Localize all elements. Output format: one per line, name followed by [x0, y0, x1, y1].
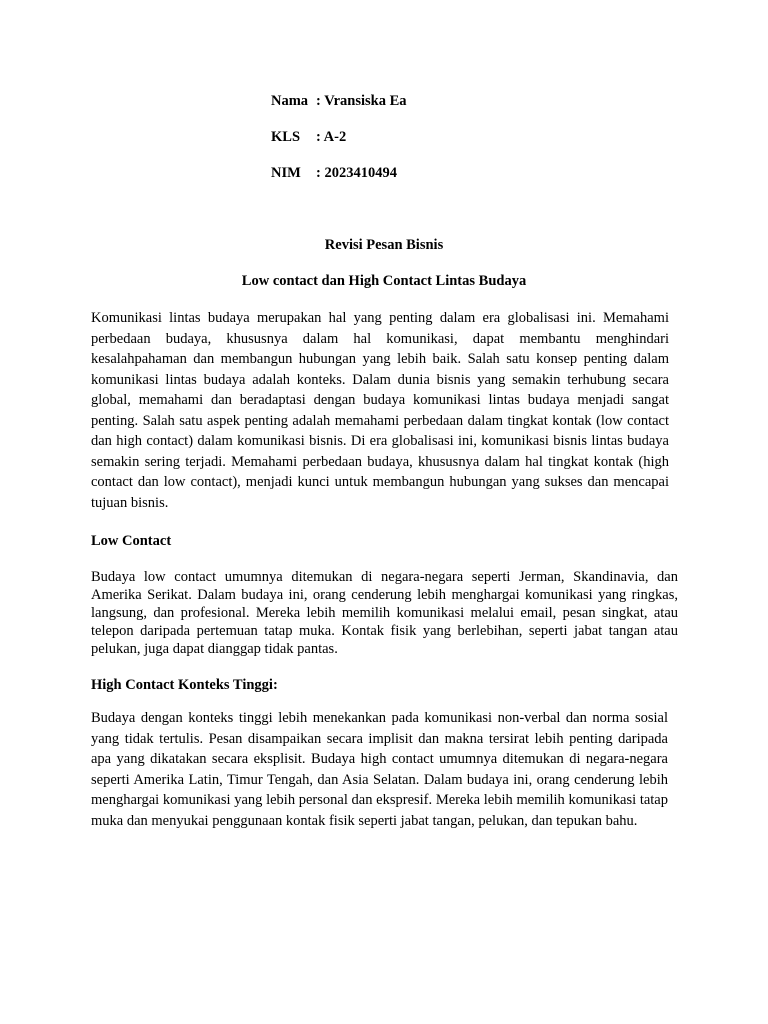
name-label: Nama	[271, 93, 309, 109]
high-contact-heading: High Contact Konteks Tinggi:	[91, 677, 278, 693]
student-identity	[271, 92, 407, 200]
low-contact-paragraph: Budaya low contact umumnya ditemukan di negara-negara seperti Jerman, Skandinavia, dan Amerika Serikat. Dalam budaya ini, orang cenderung lebih menghargai komunikasi yang ringkas, langsung, dan profesional. Mereka lebih memilih komunikasi melalui email, pesan singkat, atau telepon daripada pertemuan tatap muka. Kontak fisik yang berlebihan, seperti jabat tangan atau pelukan, juga dapat dianggap tidak pantas.	[91, 569, 678, 657]
high-contact-paragraph: Budaya dengan konteks tinggi lebih menekankan pada komunikasi non-verbal dan norma sosial yang tidak tertulis. Pesan disampaikan secara implisit dan makna tersirat lebih penting daripada apa yang dikatakan secara eksplisit. Budaya high contact umumnya ditemukan di negara-negara seperti Amerika Latin, Timur Tengah, dan Asia Selatan. Dalam budaya ini, orang cenderung lebih menghargai komunikasi yang lebih personal dan ekspresif. Mereka lebih memilih komunikasi tatap muka dan menyukai penggunaan kontak fisik seperti jabat tangan, pelukan, dan tepukan bahu.	[91, 710, 668, 829]
identity-row-nim	[271, 164, 407, 182]
document-title: Revisi Pesan Bisnis	[324, 237, 444, 253]
class-label: KLS	[271, 129, 301, 145]
name-value: : Vransiska Ea	[316, 93, 407, 109]
identity-row-name	[271, 92, 407, 110]
low-contact-heading: Low Contact	[91, 533, 172, 549]
document-subtitle: Low contact dan High Contact Lintas Budaya	[241, 273, 527, 289]
nim-label: NIM	[271, 165, 301, 181]
nim-value: : 2023410494	[316, 165, 397, 181]
identity-row-class	[271, 128, 407, 146]
intro-paragraph: Komunikasi lintas budaya merupakan hal yang penting dalam era globalisasi ini. Memahami perbedaan budaya, khususnya dalam hal komunikasi, dapat membantu menghindari kesalahpahaman dan membangun hubungan yang lebih baik. Salah satu konsep penting dalam komunikasi lintas budaya adalah konteks. Dalam dunia bisnis yang semakin terhubung secara global, memahami dan beradaptasi dengan budaya komunikasi lintas budaya menjadi sangat penting. Salah satu aspek penting adalah memahami perbedaan dalam tingkat kontak (low contact dan high contact) dalam komunikasi bisnis. Di era globalisasi ini, komunikasi bisnis lintas budaya semakin sering terjadi. Memahami perbedaan budaya, khususnya dalam hal tingkat kontak (high contact dan low contact), menjadi kunci untuk membangun hubungan yang sukses dan mencapai tujuan bisnis.	[91, 310, 669, 511]
class-value: : A-2	[316, 129, 347, 145]
